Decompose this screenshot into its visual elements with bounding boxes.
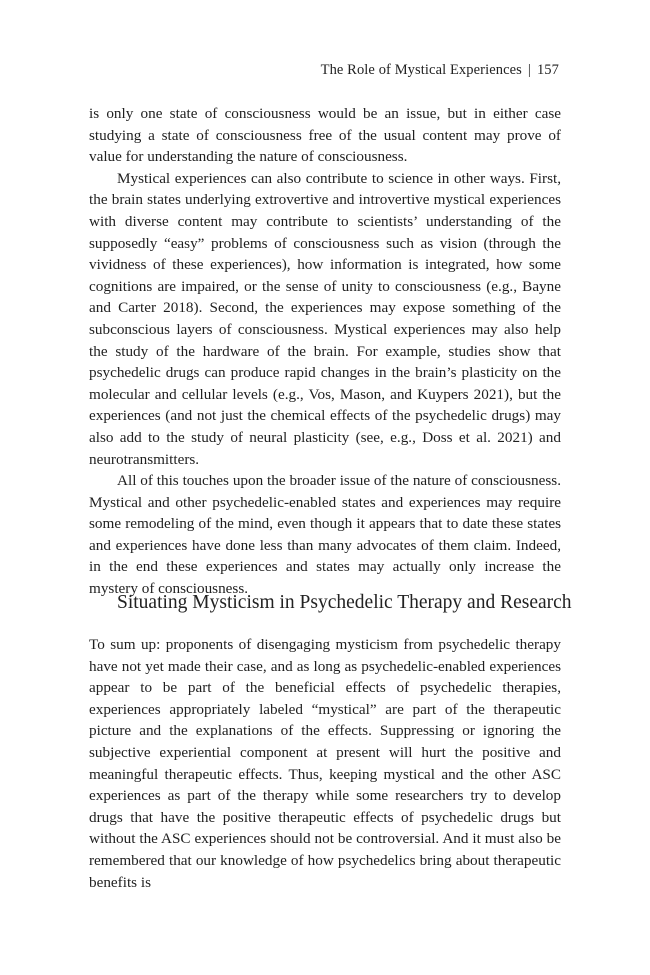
body-text: [89, 103, 561, 600]
section-heading: Situating Mysticism in Psychedelic Therapy and Research: [117, 592, 572, 613]
running-header: [321, 62, 559, 79]
paragraph-continued: is only one state of consciousness would be an issue, but in either case studying a state of consciousness free of the usual content may prove of value for understanding the nature of consciousness.: [89, 105, 561, 166]
section-text: [89, 634, 561, 893]
paragraph-sum-up: To sum up: proponents of disengaging mysticism from psychedelic therapy have not yet made their case, and as long as psychedelic-enabled experiences appear to be part of the beneficial effects of psychedelic therapies, experiences appropriately labeled “mystical” are part of the therapeutic picture and the explanations of the effects. Suppressing or ignoring the subjective experiential component at present will hurt the positive and meaningful therapeutic effects. Thus, keeping mystical and the other ASC experiences as part of the therapy while some researchers try to develop drugs that have the positive therapeutic effects of psychedelic drugs but without the ASC experiences should not be controversial. And it must also be remembered that our knowledge of how psychedelics bring about therapeutic benefits is: [89, 636, 561, 891]
header-separator: |: [527, 62, 531, 78]
page-number: 157: [536, 62, 559, 78]
paragraph-science-contribution: Mystical experiences can also contribute to science in other ways. First, the brain states underlying extrovertive and introvertive mystical experiences with diverse content may contribute to scientists’ understanding of the supposedly “easy” problems of consciousness such as vision (through the vividness of these experiences), how information is integrated, how some cognitions are impaired, or the sense of unity to consciousness (e.g., Bayne and Carter 2018). Second, the experiences may expose something of the subconscious layers of consciousness. Mystical experiences may also help the study of the hardware of the brain. For example, studies show that psychedelic drugs can produce rapid changes in the brain’s plasticity on the molecular and cellular levels (e.g., Vos, Mason, and Kuypers 2021), but the experiences (and not just the chemical effects of the psychedelic drugs) may also add to the study of neural plasticity (see, e.g., Doss et al. 2021) and neurotransmitters.: [89, 169, 561, 468]
paragraph-nature-of-consciousness: All of this touches upon the broader issue of the nature of consciousness. Mystical and other psychedelic-enabled states and experiences may require some remodeling of the mind, even though it appears that to date these states and experiences have done less than many advocates of them claim. Indeed, in the end these experiences and states may actually only increase the mystery of consciousness.: [89, 472, 561, 598]
running-title: The Role of Mystical Experiences: [320, 62, 522, 78]
